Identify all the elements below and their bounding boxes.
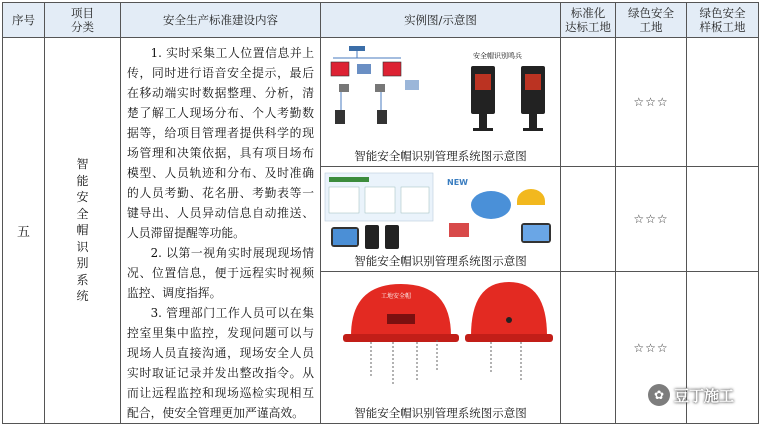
table-row <box>3 38 759 167</box>
header-green <box>616 3 687 38</box>
content-cell <box>121 38 321 424</box>
header-row <box>3 3 759 38</box>
rating-cell-2: ☆☆☆ <box>616 167 687 272</box>
image-cell-2 <box>321 167 561 272</box>
header-green-model-text: 绿色安全 样板工地 <box>699 6 746 34</box>
rating-cell-3: ☆☆☆ <box>616 272 687 424</box>
model-cell-2 <box>687 167 759 272</box>
diagram-label: 安全帽识别鸣兵 <box>473 52 522 60</box>
rating-cell-1: ☆☆☆ <box>616 38 687 167</box>
header-content: 安全生产标准建设内容 <box>121 3 321 38</box>
watermark-text: 豆丁施工 <box>673 386 734 405</box>
header-green-model <box>687 3 759 38</box>
header-standard <box>561 3 616 38</box>
helmet-label: 工地安全帽 <box>381 293 412 301</box>
content-paragraph-3: 3. 管理部门工作人员可以在集控室里集中监控，发现问题可以与现场人员直接沟通，现场安全人员实时取证记录并发出整改指令。从而让远程监控和现场巡检实现相互配合，使安全管理更加严谨高效。 <box>127 306 314 420</box>
model-cell-1 <box>687 38 759 167</box>
app-screens-image <box>321 171 561 257</box>
header-image: 实例图/示意图 <box>321 3 561 38</box>
header-green-text: 绿色安全 工地 <box>628 6 674 34</box>
image-caption-1: 智能安全帽识别管理系统图示意图 <box>354 149 527 164</box>
wechat-icon: ✿ <box>648 384 670 406</box>
image-cell-3 <box>321 272 561 424</box>
category-text: 智能安全帽识别系统 <box>76 157 89 304</box>
seq-cell: 五 <box>3 38 45 424</box>
header-seq: 序号 <box>3 3 45 38</box>
watermark <box>648 384 734 406</box>
system-diagram-image <box>321 40 561 150</box>
standard-cell-2 <box>561 167 616 272</box>
header-standard-text: 标准化 达标工地 <box>565 6 611 34</box>
content-paragraph-1: 1. 实时采集工人位置信息并上传，同时进行语音安全提示，最后在移动端实时数据整理、分析，清楚了解工人现场分布、个人考勤数据等，给项目管理者提供科学的现场管理和决策依据，具有项目场布模型、人员轨迹和分布、及时准确的人员考勤、花名册、考勤表等一键导出、人员异动信息自动推送、人员滞留提醒等功能。 <box>127 46 314 240</box>
new-label: NEW <box>447 178 468 188</box>
image-cell-1 <box>321 38 561 167</box>
content-paragraph-2: 2. 以第一视角实时展现现场情况、位置信息，便于远程实时视频监控、调度指挥。 <box>127 246 314 300</box>
image-caption-3: 智能安全帽识别管理系统图示意图 <box>354 406 527 420</box>
image-caption-2: 智能安全帽识别管理系统图示意图 <box>354 254 527 269</box>
standard-cell-1 <box>561 38 616 167</box>
standard-cell-3 <box>561 272 616 424</box>
standards-table <box>2 2 759 424</box>
header-category-text: 项目 分类 <box>71 6 94 34</box>
category-cell <box>45 38 121 424</box>
header-category <box>45 3 121 38</box>
helmet-image <box>321 274 561 406</box>
